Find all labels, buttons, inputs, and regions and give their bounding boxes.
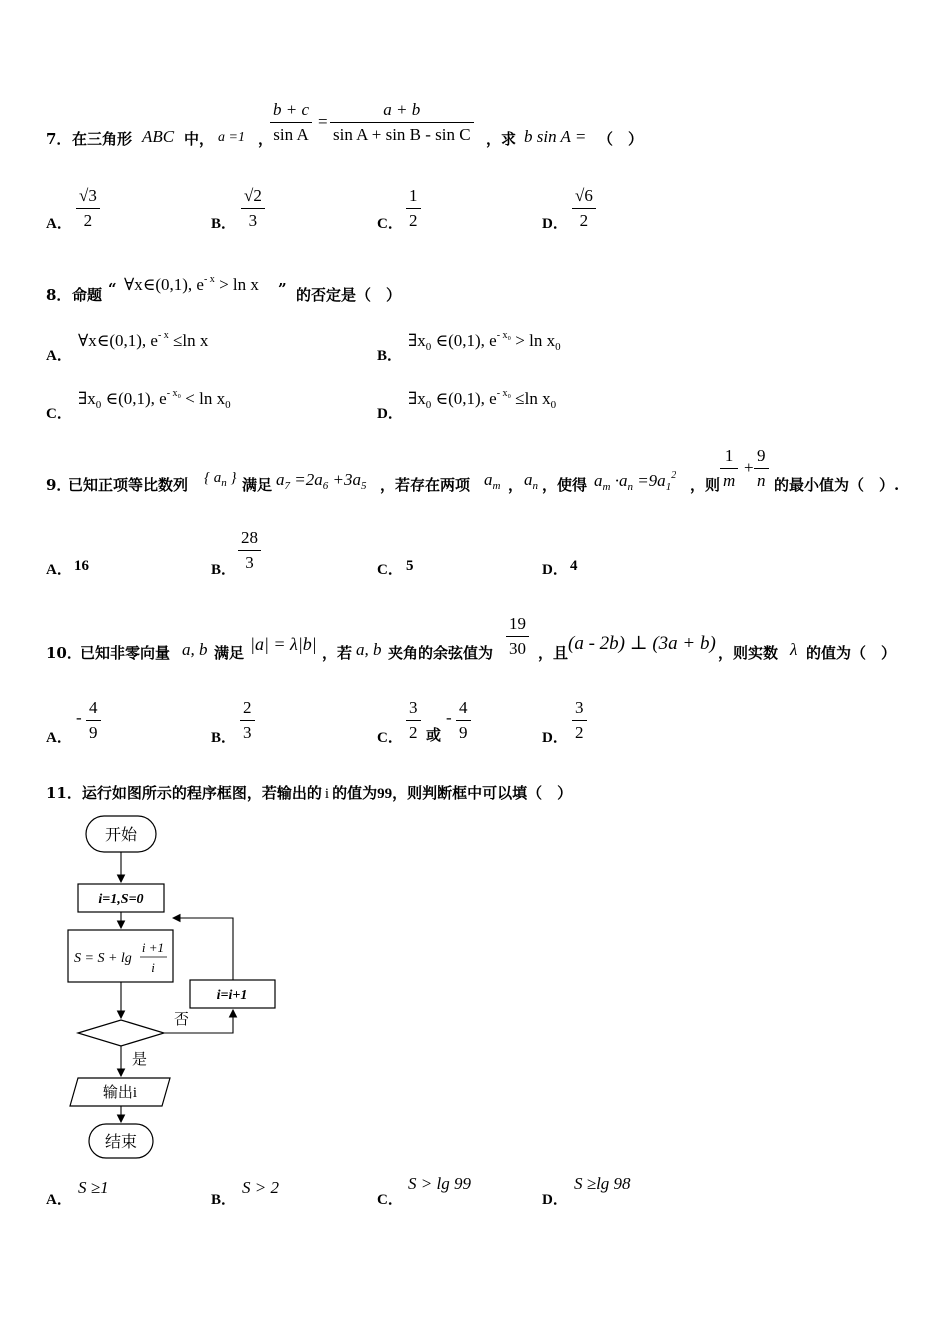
superscript: 2 <box>671 470 677 481</box>
option-label: A． <box>46 216 72 232</box>
denominator: sin A <box>273 125 309 144</box>
question-number: 7． <box>46 130 72 148</box>
question-11-options <box>46 1174 746 1214</box>
seq-close: } <box>226 470 237 486</box>
option-label: C． <box>377 562 403 578</box>
stem-text: ， <box>258 130 274 148</box>
option-b-text[interactable]: S > 2 <box>242 1178 279 1197</box>
stem-text: 的值为 <box>332 784 378 802</box>
term: +3a <box>328 470 361 489</box>
numerator: 9 <box>754 446 769 469</box>
option-a-value[interactable]: 16 <box>74 558 89 574</box>
stem-text: 命题 <box>72 286 103 304</box>
numerator: b + c <box>270 100 312 123</box>
subscript: 7 <box>284 480 290 492</box>
exponent: - x₀ <box>166 388 182 399</box>
numerator: 2 <box>240 698 255 721</box>
expr: ∀x∈(0,1), e <box>78 331 158 350</box>
denominator: 9 <box>89 723 98 742</box>
numerator: a + b <box>330 100 474 123</box>
loop-back-line <box>173 918 233 980</box>
expr: ∈(0,1), e <box>431 389 497 408</box>
equals-sign: = <box>318 112 328 131</box>
denominator: 3 <box>248 211 258 230</box>
stem-text: ，若 <box>322 644 353 662</box>
option-label: B． <box>211 562 237 578</box>
assign-lhs: S = S + lg <box>74 951 132 966</box>
denominator: 9 <box>459 723 468 742</box>
decision-diamond <box>78 1020 164 1046</box>
stem-text: 满足 <box>242 476 273 494</box>
term: =9a <box>632 471 666 490</box>
subscript: 1 <box>665 481 672 493</box>
option-label: B． <box>377 348 403 364</box>
or-text: 或 <box>426 726 442 744</box>
expr: ∃x <box>408 331 426 350</box>
denominator: 30 <box>509 639 526 658</box>
yes-label: 是 <box>132 1052 148 1068</box>
subscript: 0 <box>555 341 561 353</box>
subscript: 5 <box>360 480 367 492</box>
numerator: 1 <box>720 446 738 469</box>
denominator: 2 <box>575 723 584 742</box>
option-label: C． <box>377 216 403 232</box>
perpendicular-condition: (a - 2b) ⊥ (3a + b) <box>568 633 716 654</box>
option-label: D． <box>377 406 403 422</box>
option-label: B． <box>211 730 237 746</box>
exponent: - x₀ <box>496 388 512 399</box>
question-number: 10． <box>46 644 82 662</box>
answer-blank: （ ） <box>598 130 644 148</box>
quote-open: “ <box>108 280 117 298</box>
condition: a =1 <box>218 130 245 145</box>
subscript: n <box>532 480 538 492</box>
seq-open: { a <box>204 470 222 486</box>
minus-sign: - <box>446 708 452 727</box>
term: a <box>484 470 493 489</box>
vectors: a, b <box>182 640 208 659</box>
stem-text: 中， <box>184 130 215 148</box>
lambda: λ <box>790 640 798 659</box>
minus-sign: - <box>76 708 82 727</box>
assign-numerator: i +1 <box>141 940 165 955</box>
subscript: 0 <box>425 341 432 353</box>
norm-condition: |a| = λ|b| <box>250 634 317 654</box>
subscript: 0 <box>95 399 102 411</box>
option-label: D． <box>542 1192 568 1208</box>
denominator: 3 <box>245 553 254 572</box>
stem-text: 在三角形 <box>72 130 133 148</box>
stem-text: ，且 <box>538 644 569 662</box>
subscript: 6 <box>322 480 329 492</box>
numerator: 3 <box>406 698 421 721</box>
stem-text: ，若存在两项 <box>380 476 471 494</box>
question-number: 8． <box>46 286 72 304</box>
prop-main: ∀x∈(0,1), e <box>124 275 204 294</box>
numerator: 3 <box>572 698 587 721</box>
option-c-text[interactable]: S > lg 99 <box>408 1174 471 1193</box>
option-label: D． <box>542 562 568 578</box>
option-label: A． <box>46 348 72 364</box>
subscript: n <box>221 477 227 489</box>
numerator: √2 <box>241 186 265 209</box>
stem-text: ，求 <box>486 130 517 148</box>
subscript: m <box>492 480 501 492</box>
quote-close: ” <box>278 280 287 298</box>
stem-text: 的最小值为（ ）. <box>774 476 900 494</box>
numerator: √6 <box>572 186 596 209</box>
prop-exponent: - x <box>203 274 215 285</box>
term: =2a <box>290 470 323 489</box>
prop-relation: > ln x <box>214 275 259 294</box>
stem-text: 运行如图所示的程序框图，若输出的 <box>81 784 322 802</box>
stem-text: 夹角的余弦值为 <box>388 644 494 662</box>
expr: ∈(0,1), e <box>101 389 167 408</box>
stem-text: 满足 <box>214 644 245 662</box>
term: a <box>524 470 533 489</box>
option-label: C． <box>377 1192 403 1208</box>
option-label: A． <box>46 1192 72 1208</box>
option-label: D． <box>542 216 568 232</box>
stem-text: ，使得 <box>542 476 588 494</box>
option-a-text[interactable]: S ≥1 <box>78 1178 109 1197</box>
option-label: D． <box>542 730 568 746</box>
subscript: n <box>627 481 633 493</box>
variable-i: i <box>324 786 330 802</box>
stem-text: 已知正项等比数列 <box>68 476 189 494</box>
stem-text: 的值为（ ） <box>806 644 897 662</box>
subscript: m <box>602 481 611 493</box>
denominator: sin A + sin B - sin C <box>333 125 471 144</box>
option-label: B． <box>211 216 237 232</box>
exponent: - x₀ <box>496 330 512 341</box>
plus-sign: + <box>744 458 754 477</box>
expr: ∈(0,1), e <box>431 331 497 350</box>
relation: < ln x <box>181 389 226 408</box>
relation: ≤ln x <box>511 389 551 408</box>
denominator: 2 <box>409 723 418 742</box>
stem-text: 已知非零向量 <box>80 644 171 662</box>
relation: > ln x <box>511 331 556 350</box>
option-label: C． <box>377 730 403 746</box>
denominator: n <box>757 471 766 490</box>
expr: ∃x <box>408 389 426 408</box>
stem-text: ，则判断框中可以填（ ） <box>392 784 573 802</box>
output-value: 99 <box>377 786 393 802</box>
option-label: C． <box>46 406 72 422</box>
option-d-value[interactable]: 4 <box>570 558 578 574</box>
end-label: 结束 <box>104 1134 138 1151</box>
option-d-text[interactable]: S ≥lg 98 <box>574 1174 631 1193</box>
relation: ≤ln x <box>168 331 209 350</box>
numerator: 1 <box>406 186 421 209</box>
option-label: A． <box>46 562 72 578</box>
option-c-value[interactable]: 5 <box>406 558 414 574</box>
output-label: 输出i <box>102 1085 138 1101</box>
option-label: A． <box>46 730 72 746</box>
subscript: 0 <box>425 399 432 411</box>
numerator: 28 <box>238 528 261 551</box>
question-number: 9． <box>46 476 72 494</box>
exponent: - x <box>157 330 169 341</box>
numerator: √3 <box>76 186 100 209</box>
denominator: 2 <box>579 211 589 230</box>
term: a <box>276 470 285 489</box>
denominator: 2 <box>83 211 93 230</box>
denominator: 2 <box>409 211 418 230</box>
term: ·a <box>610 471 628 490</box>
expr: ∃x <box>78 389 96 408</box>
target-expression: b sin A = <box>524 127 587 146</box>
stem-text: ，则实数 <box>718 644 779 662</box>
denominator: m <box>723 471 736 490</box>
init-label: i=1,S=0 <box>98 892 144 907</box>
denominator: 3 <box>243 723 252 742</box>
stem-text: ，则 <box>690 476 721 494</box>
subscript: 0 <box>225 399 231 411</box>
numerator: 4 <box>456 698 471 721</box>
start-label: 开始 <box>104 827 138 844</box>
question-number: 11． <box>46 784 82 802</box>
increment-label: i=i+1 <box>216 988 248 1003</box>
subscript: 0 <box>550 399 557 411</box>
triangle-name: ABC <box>142 127 175 146</box>
option-label: B． <box>211 1192 237 1208</box>
stem-text: ， <box>508 476 524 494</box>
numerator: 19 <box>506 614 529 637</box>
no-label: 否 <box>174 1012 190 1028</box>
assign-denominator: i <box>151 960 155 975</box>
term: a <box>594 471 603 490</box>
stem-text: 的否定是（ ） <box>296 286 402 304</box>
vectors: a, b <box>356 640 382 659</box>
numerator: 4 <box>86 698 101 721</box>
